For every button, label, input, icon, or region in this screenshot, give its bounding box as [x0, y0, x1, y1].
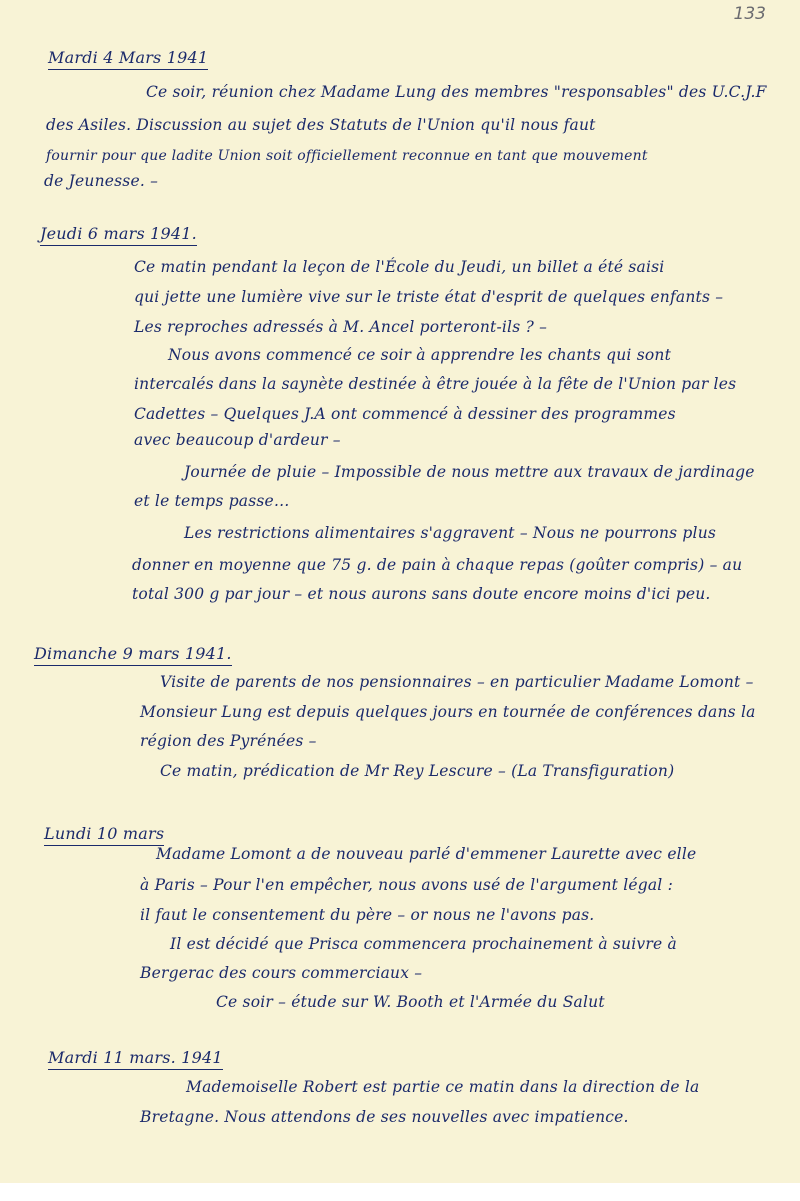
entry-line: il faut le consentement du père – or nous ne l'avons pas.	[140, 906, 595, 924]
entry-line: total 300 g par jour – et nous aurons sans doute encore moins d'ici peu.	[132, 585, 711, 603]
entry-heading-lundi-10-mars: Lundi 10 mars	[44, 824, 164, 846]
entry-line: et le temps passe…	[134, 492, 290, 510]
entry-line: Ce matin pendant la leçon de l'École du Jeudi, un billet a été saisi	[134, 258, 665, 276]
entry-line: Journée de pluie – Impossible de nous mettre aux travaux de jardinage	[184, 463, 755, 481]
entry-line: de Jeunesse. –	[44, 172, 159, 190]
entry-line: Mademoiselle Robert est partie ce matin dans la direction de la	[186, 1078, 700, 1096]
entry-line: Il est décidé que Prisca commencera prochainement à suivre à	[170, 935, 677, 953]
entry-line: intercalés dans la saynète destinée à être jouée à la fête de l'Union par les	[134, 375, 737, 393]
entry-line: Visite de parents de nos pensionnaires – en particulier Madame Lomont –	[160, 673, 754, 691]
entry-line: donner en moyenne que 75 g. de pain à chaque repas (goûter compris) – au	[132, 556, 743, 574]
entry-line: Madame Lomont a de nouveau parlé d'emmener Laurette avec elle	[156, 845, 697, 863]
entry-heading-mardi-11-mars: Mardi 11 mars. 1941	[48, 1048, 223, 1070]
entry-line: région des Pyrénées –	[140, 732, 317, 750]
entry-line: des Asiles. Discussion au sujet des Statuts de l'Union qu'il nous faut	[46, 116, 596, 134]
entry-line: qui jette une lumière vive sur le triste état d'esprit de quelques enfants –	[134, 288, 724, 306]
entry-line: Les reproches adressés à M. Ancel porteront-ils ? –	[134, 318, 548, 336]
entry-line: fournir pour que ladite Union soit officiellement reconnue en tant que mouvement	[46, 148, 648, 164]
entry-line: avec beaucoup d'ardeur –	[134, 431, 341, 449]
entry-line: Ce matin, prédication de Mr Rey Lescure – (La Transfiguration)	[160, 762, 675, 780]
scan-bottom-margin	[0, 1183, 800, 1201]
entry-line: Ce soir – étude sur W. Booth et l'Armée du Salut	[216, 993, 605, 1011]
entry-line: Bretagne. Nous attendons de ses nouvelles avec impatience.	[140, 1108, 629, 1126]
entry-line: Bergerac des cours commerciaux –	[140, 964, 423, 982]
entry-line: Les restrictions alimentaires s'aggravent – Nous ne pourrons plus	[184, 524, 717, 542]
entry-heading-mardi-4-mars: Mardi 4 Mars 1941	[48, 48, 208, 70]
entry-heading-jeudi-6-mars: Jeudi 6 mars 1941.	[40, 224, 197, 246]
entry-line: Ce soir, réunion chez Madame Lung des membres "responsables" des U.C.J.F	[146, 83, 767, 101]
entry-line: Monsieur Lung est depuis quelques jours en tournée de conférences dans la	[140, 703, 756, 721]
entry-heading-dimanche-9-mars: Dimanche 9 mars 1941.	[34, 644, 232, 666]
entry-line: à Paris – Pour l'en empêcher, nous avons usé de l'argument légal :	[140, 876, 673, 894]
page-number: 133	[733, 4, 766, 24]
entry-line: Nous avons commencé ce soir à apprendre les chants qui sont	[168, 346, 672, 364]
entry-line: Cadettes – Quelques J.A ont commencé à dessiner des programmes	[134, 405, 676, 423]
